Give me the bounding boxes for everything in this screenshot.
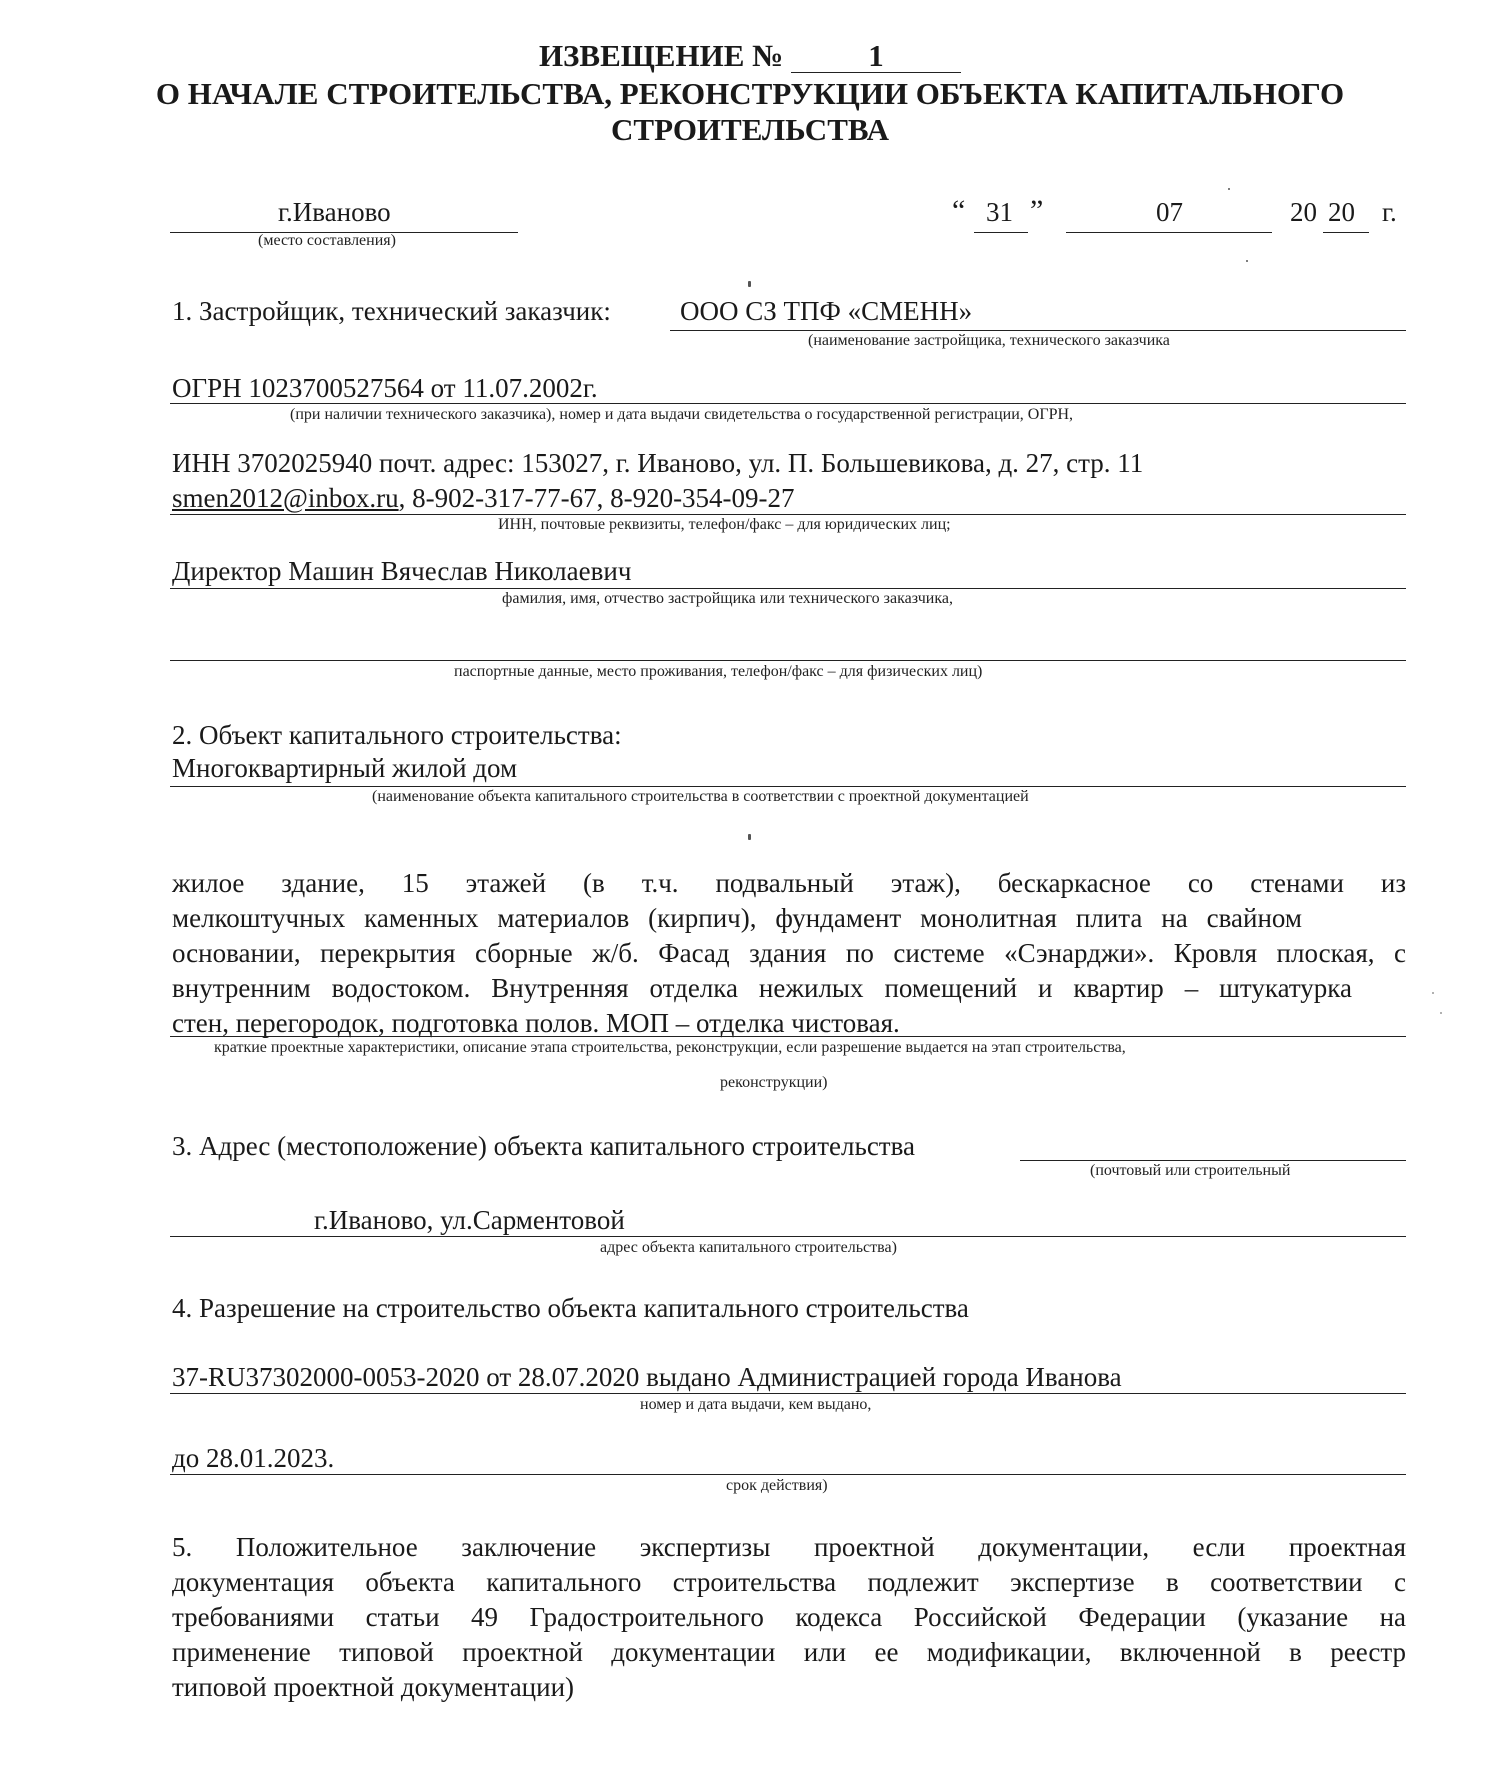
- director-underline: [170, 588, 1406, 589]
- place-value: г.Иваново: [278, 197, 391, 227]
- notice-title-row: [0, 38, 1500, 74]
- expertise-line: типовой проектной документации): [172, 1672, 575, 1702]
- object-description: [172, 866, 1406, 1041]
- notice-subtitle-2: СТРОИТЕЛЬСТВА: [611, 112, 889, 147]
- notice-title: ИЗВЕЩЕНИЕ №: [538, 38, 784, 73]
- ogrn-underline: [170, 403, 1406, 404]
- developer-caption: (наименование застройщика, технического заказчика: [808, 332, 1170, 349]
- date-month: 07: [1156, 197, 1183, 227]
- scan-speck: [1440, 1012, 1442, 1014]
- notice-subtitle-1: О НАЧАЛЕ СТРОИТЕЛЬСТВА, РЕКОНСТРУКЦИИ ОБЪЕКТА КАПИТАЛЬНОГО: [155, 76, 1345, 111]
- expertise-paragraph: [172, 1530, 1406, 1705]
- object-desc-underline: [170, 1036, 1406, 1037]
- date-day: 31: [986, 197, 1013, 227]
- date-year-prefix: 20: [1290, 197, 1317, 227]
- ogrn-caption: (при наличии технического заказчика), номер и дата выдачи свидетельства о государственной регистрации, ОГРН,: [290, 406, 1074, 423]
- director-caption: фамилия, имя, отчество застройщика или технического заказчика,: [502, 590, 953, 607]
- expertise-line: применение типовой проектной документации или ее модификации, включенной в реестр: [172, 1637, 1406, 1667]
- object-name-underline: [170, 786, 1406, 787]
- individual-underline: [170, 660, 1406, 661]
- address-label-underline: [1020, 1160, 1406, 1161]
- object-desc-line: стен, перегородок, подготовка полов. МОП – отделка чистовая.: [172, 1008, 900, 1038]
- permit-label: 4. Разрешение на строительство объекта капитального строительства: [172, 1293, 969, 1323]
- date-open-quote: “: [952, 194, 966, 227]
- object-desc-line: мелкоштучных каменных материалов (кирпич), фундамент монолитная плита на свайном: [172, 903, 1302, 933]
- ogrn-line: ОГРН 1023700527564 от 11.07.2002г.: [172, 373, 598, 403]
- object-name: Многоквартирный жилой дом: [172, 753, 518, 783]
- validity-value: до 28.01.2023.: [172, 1443, 335, 1473]
- place-caption: (место составления): [258, 232, 396, 249]
- object-desc-caption: краткие проектные характеристики, описание этапа строительства, реконструкции, если разрешение выдается на этап строительства,: [214, 1039, 1126, 1056]
- date-month-underline: [1066, 232, 1272, 233]
- scan-speck: [1432, 992, 1434, 994]
- notice-number: 1: [791, 40, 961, 73]
- expertise-line: 5. Положительное заключение экспертизы проектной документации, если проектная: [172, 1532, 1406, 1562]
- address-underline: [170, 1236, 1406, 1237]
- email-link[interactable]: smen2012@inbox.ru: [172, 483, 399, 513]
- expertise-line: документация объекта капитального строительства подлежит экспертизе в соответствии с: [172, 1567, 1406, 1597]
- scan-speck: [1228, 188, 1230, 190]
- validity-caption: срок действия): [726, 1477, 828, 1494]
- object-desc-caption-2: реконструкции): [720, 1074, 828, 1091]
- object-desc-line: внутренним водостоком. Внутренняя отделка нежилых помещений и квартир – штукатурка: [172, 973, 1352, 1003]
- expertise-line: требованиями статьи 49 Градостроительного кодекса Российской Федерации (указание на: [172, 1602, 1406, 1632]
- developer-underline: [670, 330, 1406, 331]
- date-close-quote: ”: [1030, 194, 1044, 227]
- scan-speck: [748, 281, 751, 287]
- object-caption: (наименование объекта капитального строительства в соответствии с проектной документацией: [372, 788, 1029, 805]
- permit-value: 37-RU37302000-0053-2020 от 28.07.2020 выдано Администрацией города Иванова: [172, 1362, 1122, 1392]
- date-year-suffix: 20: [1328, 197, 1355, 227]
- date-year-unit: г.: [1382, 197, 1397, 227]
- object-desc-line: основании, перекрытия сборные ж/б. Фасад здания по системе «Сэнарджи». Кровля плоская, с: [172, 938, 1406, 968]
- scan-speck: [748, 834, 751, 840]
- contacts-caption: ИНН, почтовые реквизиты, телефон/факс – для юридических лиц;: [498, 516, 951, 533]
- developer-name: ООО СЗ ТПФ «СМЕНН»: [680, 296, 973, 326]
- object-label: 2. Объект капитального строительства:: [172, 720, 622, 750]
- contacts-underline: [170, 514, 1406, 515]
- object-desc-line: жилое здание, 15 этажей (в т.ч. подвальный этаж), бескаркасное со стенами из: [172, 868, 1406, 898]
- inn-address-line: ИНН 3702025940 почт. адрес: 153027, г. Иваново, ул. П. Большевикова, д. 27, стр. 11: [172, 448, 1144, 478]
- address-value: г.Иваново, ул.Сарментовой: [314, 1205, 625, 1235]
- permit-underline: [170, 1393, 1406, 1394]
- phones: , 8-902-317-77-67, 8-920-354-09-27: [398, 483, 795, 513]
- contacts-line: [172, 483, 795, 514]
- address-label: 3. Адрес (местоположение) объекта капитального строительства: [172, 1131, 915, 1161]
- individual-caption: паспортные данные, место проживания, телефон/факс – для физических лиц): [454, 663, 983, 680]
- date-year-underline: [1323, 232, 1369, 233]
- address-caption-1: (почтовый или строительный: [1090, 1162, 1291, 1179]
- director-line: Директор Машин Вячеслав Николаевич: [172, 556, 632, 586]
- address-caption-2: адрес объекта капитального строительства): [600, 1239, 897, 1256]
- date-day-underline: [974, 232, 1028, 233]
- developer-label: 1. Застройщик, технический заказчик:: [172, 296, 611, 326]
- permit-caption: номер и дата выдачи, кем выдано,: [640, 1396, 872, 1413]
- scan-speck: [1246, 260, 1248, 262]
- validity-underline: [170, 1474, 1406, 1475]
